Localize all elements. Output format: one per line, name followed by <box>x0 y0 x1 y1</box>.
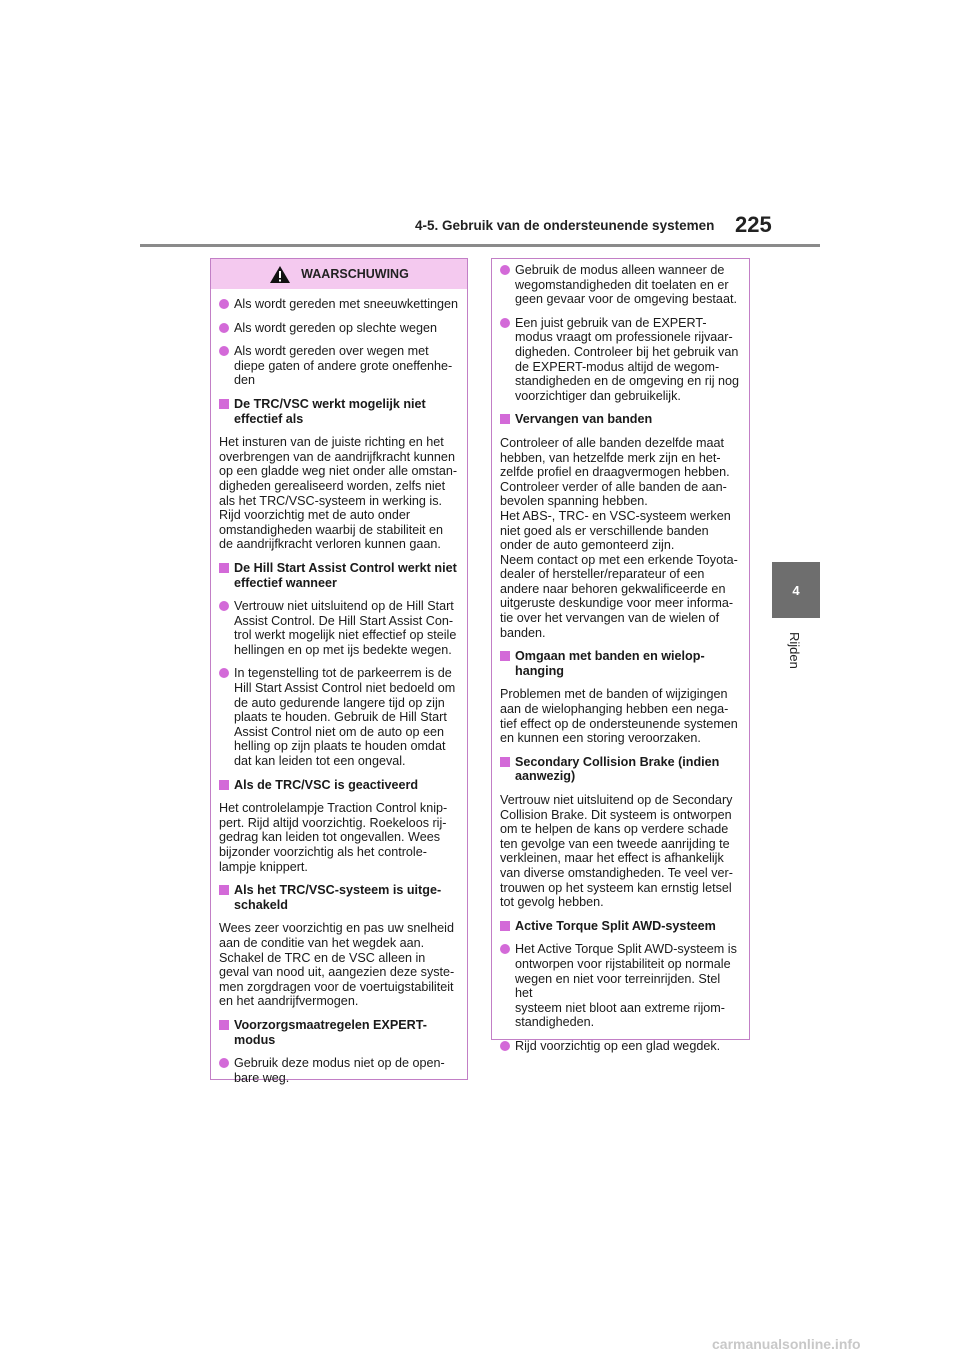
paragraph: Het controlelampje Traction Control knip- pert. Rijd altijd voorzichtig. Roekeloos rij- gedrag kan leiden tot ongevallen. Wees bijzonder voorzichtig als het controle- lampje knippert. <box>219 801 448 874</box>
square-bullet-icon <box>219 1020 229 1030</box>
chapter-label: Rijden <box>787 632 802 669</box>
subheading-text: Als het TRC/VSC-systeem is uitge- schakeld <box>234 883 442 912</box>
subheading-text: Omgaan met banden en wielop- hanging <box>515 649 705 678</box>
square-bullet-icon <box>500 921 510 931</box>
subheading-text: De Hill Start Assist Control werkt niet effectief wanneer <box>234 560 457 590</box>
square-bullet-icon <box>219 780 229 790</box>
subheading <box>500 412 741 427</box>
bullet-item <box>500 942 741 1030</box>
bullet-text: Gebruik deze modus niet op de open- bare weg. <box>234 1056 445 1085</box>
watermark: carmanualsonline.info <box>712 1336 861 1352</box>
warning-header <box>211 259 467 289</box>
square-bullet-icon <box>219 399 229 409</box>
header-divider <box>140 244 820 247</box>
round-bullet-icon <box>500 265 510 275</box>
warning-content-right <box>492 259 749 1054</box>
subheading <box>219 397 459 426</box>
paragraph: Vertrouw niet uitsluitend op de Secondary Collision Brake. Dit systeem is ontworpen om te helpen de kans op verdere schade ten gevolge van een tweede aanrijding te verkleinen, maar het effect is afhankelijk van diverse omstandigheden. Te veel ver- trouwen op het systeem kan ernstig letsel tot gevolg hebben. <box>500 793 733 910</box>
subheading-text: De TRC/VSC werkt mogelijk niet effectief als <box>234 396 426 426</box>
round-bullet-icon <box>500 318 510 328</box>
bullet-text: Als wordt gereden over wegen met diepe gaten of andere grote oneffenhe- den <box>234 344 453 388</box>
bullet-item <box>500 263 741 307</box>
bullet-text: In tegenstelling tot de parkeerrem is de Hill Start Assist Control niet bedoeld om de auto gedurende langere tijd op zijn plaats te houden. Gebruik de Hill Start Assist Control niet om de auto op een helling op zijn plaats te houden omdat dat kan leiden tot een ongeval. <box>234 666 456 769</box>
warning-box-left <box>210 258 468 1085</box>
bullet-item <box>219 297 459 312</box>
paragraph: Controleer of alle banden dezelfde maat hebben, van hetzelfde merk zijn en het- zelfde profiel en draagvermogen hebben. Controleer verder of alle banden de aan- bevolen spanning hebben. Het ABS-, TRC- en VSC-systeem werken niet goed als er verschillende banden onder de auto gemonteerd zijn. Neem contact op met een erkende Toyota- dealer of hersteller/reparateur of een andere naar behoren gekwalificeerde en uitgeruste deskundige voor meer informa- tie over het vervangen van de wielen of banden. <box>500 435 738 640</box>
warning-triangle-icon <box>269 265 291 284</box>
subheading-text: Active Torque Split AWD-systeem <box>515 918 716 933</box>
subheading-text: Als de TRC/VSC is geactiveerd <box>234 777 419 792</box>
subheading <box>500 755 741 784</box>
round-bullet-icon <box>219 323 229 333</box>
subheading <box>219 883 459 912</box>
bullet-text: Vertrouw niet uitsluitend op de Hill Start Assist Control. De Hill Start Assist Con- trol werkt mogelijk niet effectief op steile hellingen en op met ijs bedekte wegen. <box>234 599 457 657</box>
bullet-text: Het Active Torque Split AWD-systeem is ontworpen voor rijstabiliteit op normale wegen en niet voor terreinrijden. Stel het systeem niet bloot aan extreme rijom- standigheden. <box>515 942 737 1030</box>
square-bullet-icon <box>500 414 510 424</box>
round-bullet-icon <box>219 1058 229 1068</box>
round-bullet-icon <box>219 346 229 356</box>
paragraph: Problemen met de banden of wijzigingen aan de wielophanging hebben een nega- tief effect op de ondersteunende systemen en kunnen een storing veroorzaken. <box>500 687 738 746</box>
round-bullet-icon <box>219 601 229 611</box>
paragraph: Wees zeer voorzichtig en pas uw snelheid aan de conditie van het wegdek aan. Schakel de TRC en de VSC alleen in geval van nood uit, aangezien deze syste- men zorgdragen voor de voertuigstabiliteit en het aandrijfvermogen. <box>219 921 455 1009</box>
warning-content-left <box>211 289 467 1085</box>
square-bullet-icon <box>219 885 229 895</box>
bullet-item <box>219 1056 459 1085</box>
subheading <box>219 778 459 793</box>
bullet-item <box>219 344 459 388</box>
bullet-text: Als wordt gereden met sneeuwkettingen <box>234 297 459 311</box>
subheading-text: Secondary Collision Brake (indien aanwezig) <box>515 754 720 784</box>
bullet-text: Als wordt gereden op slechte wegen <box>234 320 438 335</box>
bullet-text: Gebruik de modus alleen wanneer de wegomstandigheden dit toelaten en er geen gevaar voor de omgeving bestaat. <box>515 263 737 307</box>
square-bullet-icon <box>500 757 510 767</box>
bullet-item <box>219 599 459 657</box>
round-bullet-icon <box>500 1041 510 1051</box>
bullet-text: Rijd voorzichtig op een glad wegdek. <box>515 1038 721 1053</box>
warning-title: WAARSCHUWING <box>301 267 409 281</box>
round-bullet-icon <box>219 299 229 309</box>
subheading-text: Voorzorgsmaatregelen EXPERT- modus <box>234 1017 427 1047</box>
page-number: 225 <box>735 212 772 237</box>
subheading <box>219 1018 459 1047</box>
square-bullet-icon <box>219 563 229 573</box>
round-bullet-icon <box>219 668 229 678</box>
subheading <box>219 561 459 590</box>
bullet-item <box>500 316 741 404</box>
square-bullet-icon <box>500 651 510 661</box>
section-title: 4-5. Gebruik van de ondersteunende systemen <box>415 218 715 233</box>
subheading-text: Vervangen van banden <box>515 412 653 427</box>
bullet-item <box>500 1039 741 1054</box>
bullet-text: Een juist gebruik van de EXPERT- modus vraagt om professionele rijvaar- digheden. Controleer bij het gebruik van de EXPERT-modus altijd de wegom- standigheden en de omgeving en rij nog voorzichtiger dan gebruikelijk. <box>515 315 740 403</box>
subheading <box>500 919 741 934</box>
warning-box-right <box>491 258 750 1053</box>
bullet-item <box>219 666 459 768</box>
paragraph: Het insturen van de juiste richting en het overbrengen van de aandrijfkracht kunnen op een gladde weg niet onder alle omstan- digheden gerealiseerd worden, zelfs niet als het TRC/VSC-systeem in werking is. Rijd voorzichtig met de auto onder omstandigheden waarbij de stabiliteit en de aandrijfkracht verloren kunnen gaan. <box>219 435 458 552</box>
bullet-item <box>219 321 459 336</box>
round-bullet-icon <box>500 944 510 954</box>
chapter-tab: 4 <box>772 562 820 618</box>
subheading <box>500 649 741 678</box>
